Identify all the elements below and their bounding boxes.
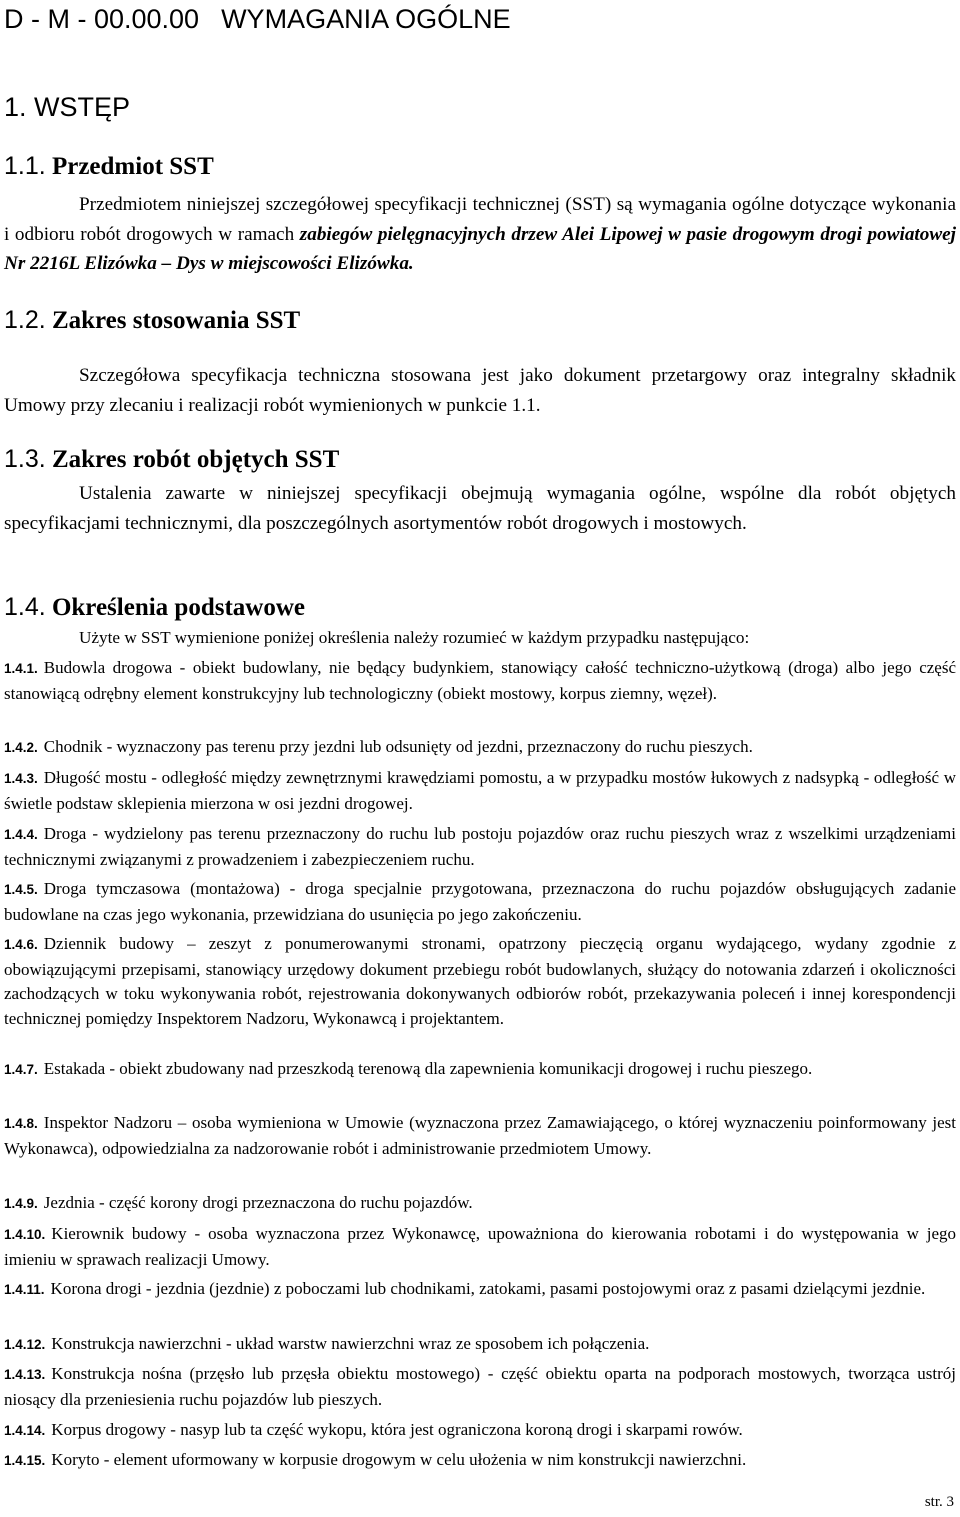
page-number: str. 3	[924, 1494, 954, 1510]
definition-item: 1.4.11. Korona drogi - jezdnia (jezdnie) z poboczami lub chodnikami, zatokami, pasami postojowymi oraz z pasami dzielącymi jezdnie.	[4, 1279, 926, 1298]
subsection-heading-1-4: 1.4. Określenia podstawowe	[4, 593, 305, 621]
definitions-intro: Użyte w SST wymienione poniżej określenia należy rozumieć w każdym przypadku następująco:	[79, 628, 750, 647]
document-title	[4, 4, 511, 35]
subsection-heading-1-3: 1.3. Zakres robót objętych SST	[4, 445, 340, 473]
definition-item: 1.4.13. Konstrukcja nośna (przęsło lub przęsła obiektu mostowego) - część obiektu oparta na podporach mostowych, tworząca ustrój niosący dla przeniesienia ruchu pojazdów lub pieszych.	[4, 1364, 956, 1409]
subsection-heading-1-2: 1.2. Zakres stosowania SST	[4, 306, 301, 334]
definition-item: 1.4.10. Kierownik budowy - osoba wyznaczona przez Wykonawcę, upoważniona do kierowania robotami i do występowania w jego imieniu w sprawach realizacji Umowy.	[4, 1224, 956, 1269]
subsection-heading-1-1: 1.1. Przedmiot SST	[4, 152, 214, 180]
scope-emphasis: zabiegów pielęgnacyjnych drzew Alei Lipowej w pasie drogowym drogi powiatowej Nr 2216L Elizówka – Dys w miejscowości Elizówka.	[4, 223, 956, 274]
definition-item: 1.4.1. Budowla drogowa - obiekt budowlany, nie będący budynkiem, stanowiący całość techniczno-użytkową (droga) albo jego część stanowiącą odrębny element konstrukcyjny lub technologiczny (obiekt mostowy, korpus ziemny, węzeł).	[4, 658, 956, 703]
definition-item: 1.4.3. Długość mostu - odległość między zewnętrznymi krawędziami pomostu, a w przypadku mostów łukowych z nadsypką - odległość w świetle podstaw sklepienia mierzona w osi jezdni drogowej.	[4, 768, 956, 813]
document-code: D - M - 00.00.00	[4, 4, 200, 34]
paragraph-1-2: Szczegółowa specyfikacja techniczna stosowana jest jako dokument przetargowy oraz integralny składnik Umowy przy zlecaniu i realizacji robót wymienionych w punkcie 1.1.	[4, 365, 956, 416]
definition-item: 1.4.12. Konstrukcja nawierzchni - układ warstw nawierzchni wraz ze sposobem ich połączenia.	[4, 1334, 650, 1353]
paragraph-1-1: Przedmiotem niniejszej szczegółowej specyfikacji technicznej (SST) są wymagania ogólne dotyczące wykonania i odbioru robót drogowych w ramach zabiegów pielęgnacyjnych drzew Alei Lipowej w pasie drogowym drogi powiatowej Nr 2216L Elizówka – Dys w miejscowości Elizówka.	[4, 194, 956, 274]
document-heading: WYMAGANIA OGÓLNE	[221, 4, 511, 34]
definition-item: 1.4.8. Inspektor Nadzoru – osoba wymieniona w Umowie (wyznaczona przez Zamawiającego, o której wyznaczeniu poinformowany jest Wykonawca), odpowiedzialna za nadzorowanie robót i administrowanie przedmiotem Umowy.	[4, 1113, 956, 1158]
definition-item: 1.4.5. Droga tymczasowa (montażowa) - droga specjalnie przygotowana, przeznaczona do ruchu pojazdów obsługujących zadanie budowlane na czas jego wykonania, przewidziana do usunięcia po jego zakończeniu.	[4, 879, 956, 924]
definition-item: 1.4.9. Jezdnia - część korony drogi przeznaczona do ruchu pojazdów.	[4, 1193, 473, 1212]
paragraph-1-3: Ustalenia zawarte w niniejszej specyfikacji obejmują wymagania ogólne, wspólne dla robót objętych specyfikacjami technicznymi, dla poszczególnych asortymentów robót drogowych i mostowych.	[4, 483, 956, 534]
document-page	[4, 0, 956, 1517]
definition-item: 1.4.4. Droga - wydzielony pas terenu przeznaczony do ruchu lub postoju pojazdów oraz ruchu pieszych wraz z wszelkimi urządzeniami technicznymi związanymi z prowadzeniem i zabezpieczeniem ruchu.	[4, 824, 956, 869]
definition-item: 1.4.14. Korpus drogowy - nasyp lub ta część wykopu, która jest ograniczona koroną drogi i skarpami rowów.	[4, 1420, 743, 1439]
definition-item: 1.4.2. Chodnik - wyznaczony pas terenu przy jezdni lub odsunięty od jezdni, przeznaczony do ruchu pieszych.	[4, 737, 753, 756]
definition-item: 1.4.6. Dziennik budowy – zeszyt z ponumerowanymi stronami, opatrzony pieczęcią organu wydającego, wydany zgodnie z obowiązującymi przepisami, stanowiący urzędowy dokument przebiegu robót budowlanych, służący do notowania zdarzeń i okoliczności zachodzących w toku wykonywania robót, rejestrowania dokonywanych odbiorów robót, przekazywania poleceń i innej korespondencji technicznej pomiędzy Inspektorem Nadzoru, Wykonawcą i projektantem.	[4, 934, 956, 1028]
section-heading-wstep: 1. WSTĘP	[4, 92, 131, 122]
definition-item: 1.4.15. Koryto - element uformowany w korpusie drogowym w celu ułożenia w nim konstrukcji nawierzchni.	[4, 1450, 747, 1469]
definition-item: 1.4.7. Estakada - obiekt zbudowany nad przeszkodą terenową dla zapewnienia komunikacji drogowej i ruchu pieszego.	[4, 1059, 813, 1078]
